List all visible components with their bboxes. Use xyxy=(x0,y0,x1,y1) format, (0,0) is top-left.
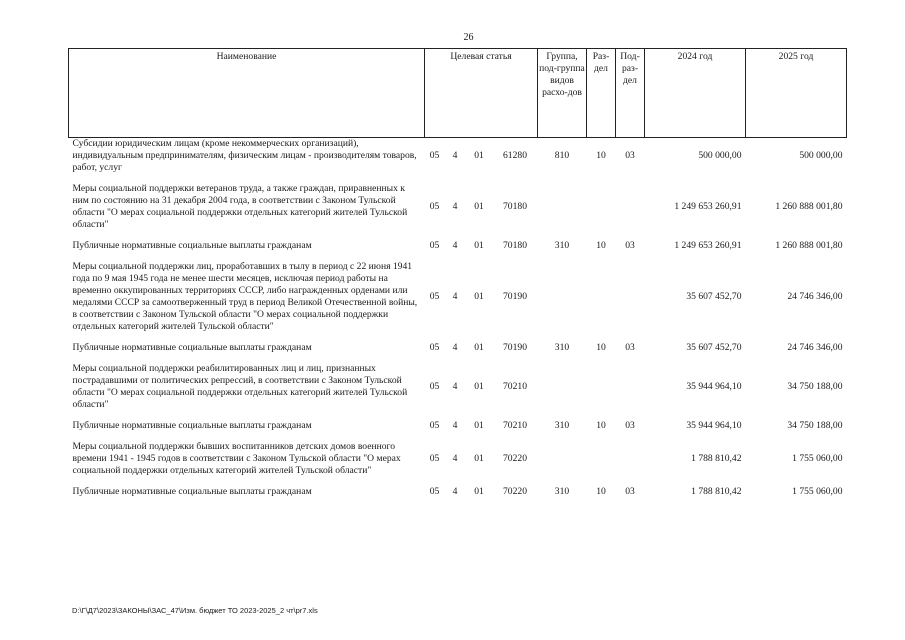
header-target-article: Целевая статья xyxy=(425,49,538,138)
row-target-program: 01 xyxy=(474,453,484,464)
row-amount-2025: 1 260 888 001,80 xyxy=(775,240,843,251)
row-razdel xyxy=(587,363,616,411)
row-podrazdel xyxy=(616,183,645,231)
row-expense-group: 310 xyxy=(554,342,570,353)
row-target-number: 70210 xyxy=(503,420,527,431)
row-podrazdel xyxy=(616,441,645,477)
table-row xyxy=(69,486,847,498)
row-podrazdel: 03 xyxy=(625,240,635,251)
row-name: Публичные нормативные социальные выплаты гражданам xyxy=(72,420,312,431)
row-expense-group: 310 xyxy=(554,420,570,431)
row-spacer xyxy=(69,411,847,420)
row-target-subsection: 4 xyxy=(452,420,458,431)
row-amount-2024: 1 249 653 260,91 xyxy=(674,240,742,251)
row-spacer xyxy=(69,354,847,363)
row-name: Публичные нормативные социальные выплаты гражданам xyxy=(72,342,312,353)
row-podrazdel: 03 xyxy=(625,486,635,497)
row-target-subsection: 4 xyxy=(452,201,458,212)
row-spacer xyxy=(69,432,847,441)
row-expense-group: 310 xyxy=(554,486,570,497)
row-target-program: 01 xyxy=(474,291,484,302)
row-target-subsection: 4 xyxy=(452,240,458,251)
row-spacer xyxy=(69,231,847,240)
row-expense-group xyxy=(538,363,587,411)
row-target-program: 01 xyxy=(474,201,484,212)
row-razdel: 10 xyxy=(596,420,606,431)
row-expense-group xyxy=(538,261,587,333)
row-amount-2024: 35 607 452,70 xyxy=(686,342,742,353)
row-spacer xyxy=(69,333,847,342)
row-target-number: 70180 xyxy=(503,240,527,251)
row-target-subsection: 4 xyxy=(452,291,458,302)
row-name: Меры социальной поддержки реабилитированных лиц и лиц, признанных пострадавшими от политических репрессий, в соответствии с Законом Тульской области "О мерах социальной поддержки отдельных категорий жителей Тульской области" xyxy=(72,363,408,410)
row-razdel: 10 xyxy=(596,240,606,251)
row-target-program: 01 xyxy=(474,342,484,353)
row-amount-2024: 1 788 810,42 xyxy=(691,486,742,497)
row-amount-2024: 500 000,00 xyxy=(698,150,742,161)
row-target-number: 61280 xyxy=(503,150,527,161)
table-row xyxy=(69,183,847,231)
row-target-number: 70210 xyxy=(503,381,527,392)
header-razdel: Раз-дел xyxy=(587,49,616,138)
row-amount-2025: 1 260 888 001,80 xyxy=(775,201,843,212)
row-target-section: 05 xyxy=(429,150,440,161)
row-razdel: 10 xyxy=(596,150,606,161)
row-amount-2025: 24 746 346,00 xyxy=(787,291,843,302)
header-group: Группа, под-группа видов расхо-дов xyxy=(538,49,587,138)
table-row xyxy=(69,420,847,432)
header-year-2025: 2025 год xyxy=(746,49,847,138)
row-amount-2025: 34 750 188,00 xyxy=(787,420,843,431)
row-target-section: 05 xyxy=(429,453,440,464)
header-podrazdel: Под-раз-дел xyxy=(616,49,645,138)
row-spacer xyxy=(69,174,847,183)
row-podrazdel: 03 xyxy=(625,150,635,161)
row-target-subsection: 4 xyxy=(452,342,458,353)
row-podrazdel xyxy=(616,363,645,411)
row-podrazdel xyxy=(616,261,645,333)
page-number: 26 xyxy=(463,32,474,43)
row-target-section: 05 xyxy=(429,201,440,212)
row-target-number: 70190 xyxy=(503,291,527,302)
header-name: Наименование xyxy=(69,49,425,138)
row-target-program: 01 xyxy=(474,486,484,497)
row-target-program: 01 xyxy=(474,240,484,251)
row-amount-2025: 24 746 346,00 xyxy=(787,342,843,353)
row-target-section: 05 xyxy=(429,381,440,392)
row-amount-2024: 35 944 964,10 xyxy=(686,420,742,431)
table-body xyxy=(69,138,847,499)
row-amount-2024: 35 944 964,10 xyxy=(686,381,742,392)
row-amount-2025: 500 000,00 xyxy=(799,150,843,161)
row-target-subsection: 4 xyxy=(452,150,458,161)
row-target-subsection: 4 xyxy=(452,381,458,392)
header-year-2024: 2024 год xyxy=(645,49,746,138)
row-spacer xyxy=(69,477,847,486)
row-razdel: 10 xyxy=(596,342,606,353)
table-row xyxy=(69,363,847,411)
table-row xyxy=(69,342,847,354)
row-razdel xyxy=(587,261,616,333)
row-amount-2024: 1 249 653 260,91 xyxy=(674,201,742,212)
table-row xyxy=(69,441,847,477)
row-target-program: 01 xyxy=(474,381,484,392)
row-amount-2025: 1 755 060,00 xyxy=(792,453,843,464)
row-podrazdel: 03 xyxy=(625,342,635,353)
row-target-section: 05 xyxy=(429,342,440,353)
row-podrazdel: 03 xyxy=(625,420,635,431)
table-row xyxy=(69,261,847,333)
row-target-program: 01 xyxy=(474,150,484,161)
row-target-number: 70190 xyxy=(503,342,527,353)
row-expense-group: 810 xyxy=(554,150,570,161)
row-amount-2025: 1 755 060,00 xyxy=(792,486,843,497)
row-target-section: 05 xyxy=(429,486,440,497)
row-expense-group xyxy=(538,183,587,231)
row-amount-2025: 34 750 188,00 xyxy=(787,381,843,392)
table-row xyxy=(69,240,847,252)
row-target-number: 70220 xyxy=(503,486,527,497)
row-name: Субсидии юридическим лицам (кроме некоммерческих организаций), индивидуальным предпринимателям, физическим лицам - производителям товаров, работ, услуг xyxy=(72,138,417,173)
row-target-subsection: 4 xyxy=(452,486,458,497)
row-name: Меры социальной поддержки ветеранов труда, а также граждан, приравненных к ним по состоянию на 31 декабря 2004 года, в соответствии с Законом Тульской области "О мерах социальной поддержки отдельных категорий жителей Тульской области" xyxy=(72,183,408,230)
row-razdel xyxy=(587,441,616,477)
row-spacer xyxy=(69,252,847,261)
budget-table xyxy=(68,48,847,498)
row-expense-group: 310 xyxy=(554,240,570,251)
row-expense-group xyxy=(538,441,587,477)
row-name: Публичные нормативные социальные выплаты гражданам xyxy=(72,486,312,497)
table-header-row xyxy=(69,49,847,138)
row-amount-2024: 1 788 810,42 xyxy=(691,453,742,464)
table-row xyxy=(69,138,847,175)
row-target-program: 01 xyxy=(474,420,484,431)
row-target-number: 70180 xyxy=(503,201,527,212)
row-target-subsection: 4 xyxy=(452,453,458,464)
row-name: Меры социальной поддержки лиц, проработавших в тылу в период с 22 июня 1941 года по 9 мая 1945 года не менее шести месяцев, исключая период работы на временно оккупированных территориях СССР, либо награжденных орденами или медалями СССР за самоотверженный труд в период Великой Отечественной войны, в соответствии с Законом Тульской области "О мерах социальной поддержки отдельных категорий жителей Тульской области" xyxy=(72,261,418,332)
row-target-number: 70220 xyxy=(503,453,527,464)
row-razdel xyxy=(587,183,616,231)
row-name: Меры социальной поддержки бывших воспитанников детских домов военного времени 1941 - 1945 годов в соответствии с Законом Тульской области "О мерах социальной поддержки отдельных категорий жителей Тульской области" xyxy=(72,441,401,476)
row-target-section: 05 xyxy=(429,240,440,251)
row-razdel: 10 xyxy=(596,486,606,497)
row-target-section: 05 xyxy=(429,291,440,302)
row-amount-2024: 35 607 452,70 xyxy=(686,291,742,302)
file-path-footer: D:\Г\Д7\2023\ЗАКОНЫ\ЗАС_47\Изм. бюджет ТО 2023-2025_2 чт\pr7.xls xyxy=(72,606,318,615)
row-name: Публичные нормативные социальные выплаты гражданам xyxy=(72,240,312,251)
row-target-section: 05 xyxy=(429,420,440,431)
